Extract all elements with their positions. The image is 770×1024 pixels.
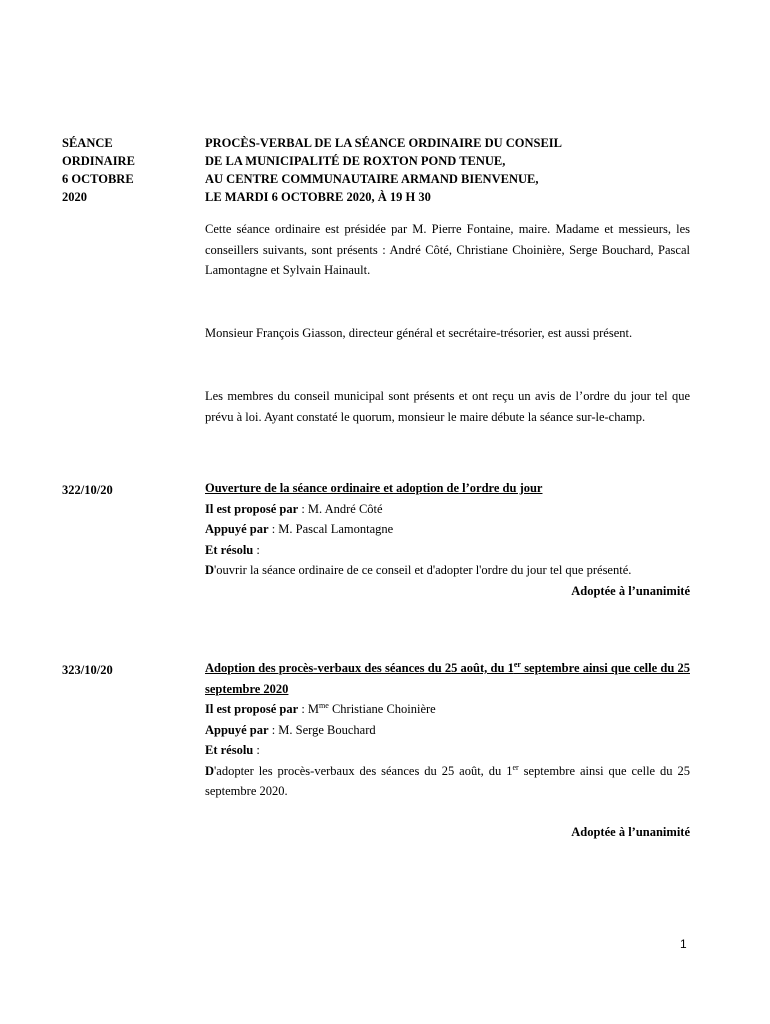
body-text: 'ouvrir la séance ordinaire de ce conseil et d'adopter l'ordre du jour tel que présenté. [214,563,632,577]
seconded-label: Appuyé par [205,722,269,737]
title-sup: er [513,659,521,669]
page-number: 1 [680,937,687,951]
title-part: Adoption des procès-verbaux des séances du 25 août, du 1 [205,661,514,675]
resolution-body [205,560,690,581]
title-part: septembre ainsi que celle du 25 septembre 2020 [205,661,690,696]
body-text: 'adopter les procès-verbaux des séances du 25 août, du 1 [214,763,513,778]
intro-paragraph-director: Monsieur François Giasson, directeur général et secrétaire-trésorier, est aussi présent. [205,326,633,340]
resolution-322 [205,478,690,601]
session-label-line: 2020 [62,190,87,204]
seconded-label: Appuyé par [205,522,269,536]
proposed-sup: me [319,700,329,710]
resolved-line [205,740,690,761]
resolved-label: Et résolu [205,743,254,757]
resolved-line [205,540,690,561]
proposed-line [205,699,690,720]
title-line: PROCÈS-VERBAL DE LA SÉANCE ORDINAIRE DU CONSEIL [205,136,563,150]
session-label-line: SÉANCE [62,136,113,150]
title-line: LE MARDI 6 OCTOBRE 2020, À 19 H 30 [205,190,431,204]
seconded-line [205,720,690,741]
session-label-line: 6 OCTOBRE [62,172,134,186]
resolved-label: Et résolu [205,542,254,557]
title-line: DE LA MUNICIPALITÉ DE ROXTON POND TENUE, [205,154,506,168]
resolution-outcome: Adoptée à l’unanimité [571,824,690,839]
proposed-label: Il est proposé par [205,501,299,516]
proposed-label: Il est proposé par [205,702,299,716]
resolution-number: 322/10/20 [62,483,113,497]
proposed-line [205,499,690,520]
seconded-by: : M. Pascal Lamontagne [268,522,394,536]
proposed-by: : M. André Côté [298,501,383,516]
resolution-title: Ouverture de la séance ordinaire et adoption de l’ordre du jour [205,481,543,495]
seconded-line [205,519,690,540]
body-lead: D [205,563,215,577]
proposed-by: Christiane Choinière [328,702,436,716]
session-label [62,134,135,206]
resolution-outcome: Adoptée à l’unanimité [571,583,690,598]
resolved-suffix: : [253,743,260,757]
proposed-prefix: : M [298,702,320,716]
minutes-title [205,134,690,206]
intro-paragraph-presiding: Cette séance ordinaire est présidée par M. Pierre Fontaine, maire. Madame et messieurs, les conseillers suivants, sont présents : André Côté, Christiane Choinière, Serge Bouchard, Pascal Lamontagne et Sylvain Hainault. [205,222,690,277]
resolution-title [205,658,690,699]
resolved-suffix: : [253,542,260,557]
body-text: septembre ainsi que celle du 25 septembre 2020. [205,763,690,798]
body-sup: er [512,762,519,772]
session-label-line: ORDINAIRE [62,154,135,168]
intro-paragraph-quorum: Les membres du conseil municipal sont présents et ont reçu un avis de l’ordre du jour tel que prévu à loi. Ayant constaté le quorum, monsieur le maire débute la séance sur-le-champ. [205,389,690,424]
resolution-number: 323/10/20 [62,663,113,677]
body-lead: D [205,763,215,778]
seconded-by: : M. Serge Bouchard [268,722,376,737]
resolution-323 [205,658,690,842]
title-line: AU CENTRE COMMUNAUTAIRE ARMAND BIENVENUE, [205,172,539,186]
resolution-body [205,761,690,802]
